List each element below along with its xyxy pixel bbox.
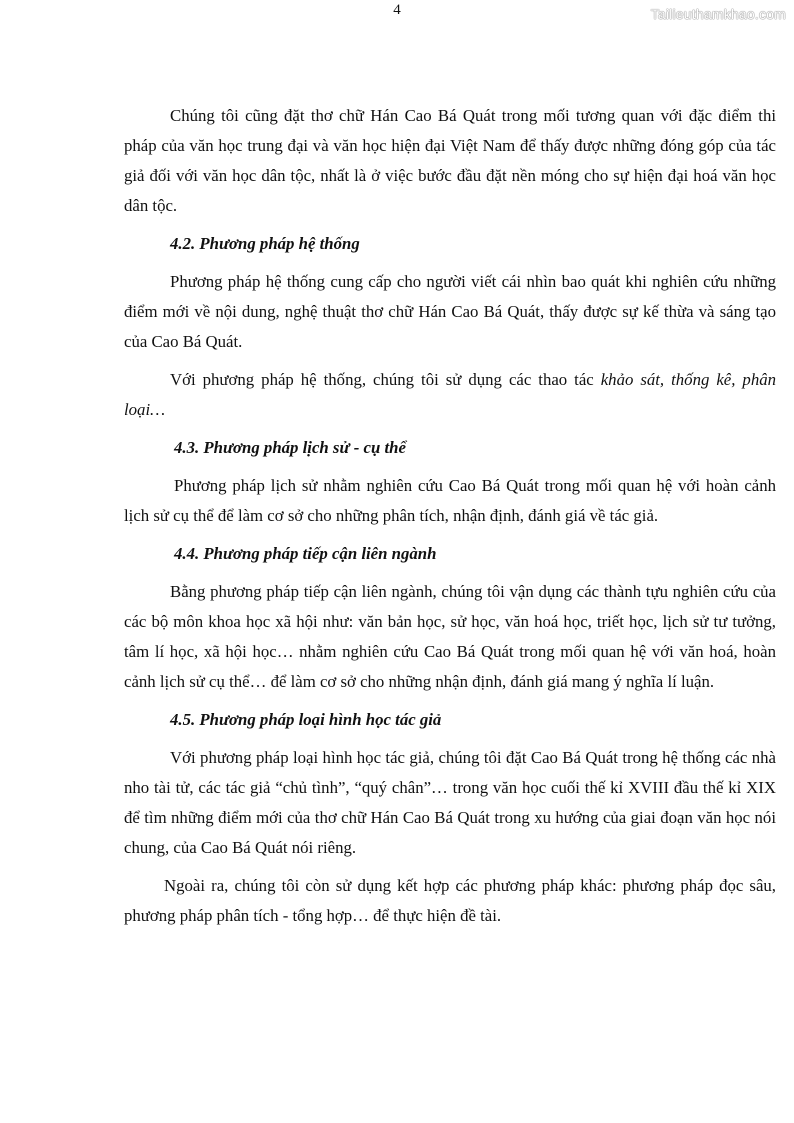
heading-4-3: 4.3. Phương pháp lịch sử - cụ thể [174, 438, 406, 457]
paragraph-system-method: Phương pháp hệ thống cung cấp cho người viết cái nhìn bao quát khi nghiên cứu những điểm mới về nội dung, nghệ thuật thơ chữ Hán Cao Bá Quát, thấy được sự kế thừa và sáng tạo của Cao Bá Quát. [124, 272, 776, 351]
heading-4-5: 4.5. Phương pháp loại hình học tác giả [170, 710, 442, 729]
system-operations-text: Với phương pháp hệ thống, chúng tôi sử dụng các thao tác [170, 370, 601, 389]
page-number: 4 [393, 2, 401, 18]
system-operations-italic: khảo sát, thống kê, phân loại… [124, 370, 776, 419]
heading-4-4: 4.4. Phương pháp tiếp cận liên ngành [174, 544, 437, 563]
paragraph-typology-method: Với phương pháp loại hình học tác giả, chúng tôi đặt Cao Bá Quát trong hệ thống các nhà nho tài tử, các tác giả “chủ tình”, “quý chân”… trong văn học cuối thế kỉ XVIII đầu thế kỉ XIX để tìm những điểm mới của thơ chữ Hán Cao Bá Quát trong xu hướng của giai đoạn văn học nói chung, của Cao Bá Quát nói riêng. [124, 748, 776, 857]
heading-4-2: 4.2. Phương pháp hệ thống [170, 234, 360, 253]
document-body [124, 101, 776, 931]
paragraph-interdisciplinary-method: Bằng phương pháp tiếp cận liên ngành, chúng tôi vận dụng các thành tựu nghiên cứu của các bộ môn khoa học xã hội như: văn bản học, sử học, văn hoá học, triết học, lịch sử tư tưởng, tâm lí học, xã hội học… nhằm nghiên cứu Cao Bá Quát trong mối quan hệ với văn hoá, hoàn cảnh lịch sử cụ thể… để làm cơ sở cho những nhận định, đánh giá mang ý nghĩa lí luận. [124, 582, 776, 691]
paragraph-system-operations [124, 365, 776, 425]
paragraph-historical-method: Phương pháp lịch sử nhằm nghiên cứu Cao Bá Quát trong mối quan hệ với hoàn cảnh lịch sử cụ thể để làm cơ sở cho những phân tích, nhận định, đánh giá về tác giả. [124, 476, 776, 525]
watermark: Tailieuthamkhao.com [650, 6, 786, 22]
paragraph-other-methods: Ngoài ra, chúng tôi còn sử dụng kết hợp các phương pháp khác: phương pháp đọc sâu, phương pháp phân tích - tổng hợp… để thực hiện đề tài. [124, 876, 776, 925]
paragraph-comparative: Chúng tôi cũng đặt thơ chữ Hán Cao Bá Quát trong mối tương quan với đặc điểm thi pháp của văn học trung đại và văn học hiện đại Việt Nam để thấy được những đóng góp của tác giả đối với văn học dân tộc, nhất là ở việc bước đầu đặt nền móng cho sự hiện đại hoá văn học dân tộc. [124, 106, 776, 215]
